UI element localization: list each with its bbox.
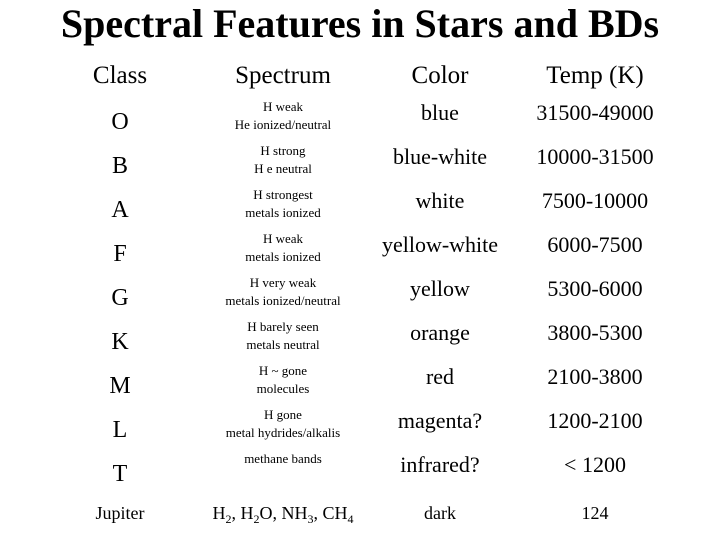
spectrum-line: H strongest: [253, 187, 313, 202]
color-cell: white: [415, 188, 465, 213]
table-row: [0, 230, 720, 274]
color-cell: red: [425, 364, 455, 389]
spectrum-cell: [200, 98, 366, 134]
spectrum-line: metals ionized: [245, 205, 321, 220]
temp-cell: 6000-7500: [547, 232, 643, 257]
formula-subscript: 2: [253, 512, 260, 526]
spectrum-cell: [200, 142, 366, 178]
spectrum-cell: [200, 406, 366, 442]
spectrum-line: H barely seen: [247, 319, 319, 334]
header-spectrum: Spectrum: [235, 62, 331, 89]
color-cell: yellow-white: [381, 232, 499, 257]
spectrum-cell: [200, 230, 366, 266]
spectrum-line: H very weak: [249, 275, 317, 290]
spectrum-cell: [200, 450, 366, 468]
spectrum-cell: [200, 362, 366, 398]
formula-part: O, NH: [259, 503, 308, 523]
class-cell: L: [112, 417, 128, 443]
temp-cell: 10000-31500: [536, 144, 654, 169]
spectrum-line: metals ionized: [245, 249, 321, 264]
spectrum-line: metal hydrides/alkalis: [225, 425, 341, 440]
jupiter-class-cell: Jupiter: [95, 503, 145, 523]
table-row: [0, 186, 720, 230]
temp-cell: 3800-5300: [547, 320, 643, 345]
formula-part: H: [212, 503, 226, 523]
header-class: Class: [92, 62, 148, 89]
formula-part: , H: [231, 503, 254, 523]
color-cell: blue: [421, 100, 459, 125]
spectrum-line: H strong: [260, 143, 306, 158]
jupiter-temp-cell: 124: [581, 503, 609, 523]
table-row: [0, 98, 720, 142]
jupiter-color-cell: dark: [424, 503, 456, 523]
class-cell: M: [109, 373, 131, 399]
spectrum-line: methane bands: [244, 451, 322, 466]
class-cell: F: [113, 241, 127, 267]
spectrum-cell: [200, 186, 366, 222]
class-cell: T: [112, 461, 128, 487]
color-cell: orange: [410, 320, 470, 345]
spectrum-line: H weak: [262, 231, 304, 246]
page-title: Spectral Features in Stars and BDs: [60, 1, 660, 46]
spectrum-line: H e neutral: [254, 161, 312, 176]
class-cell: A: [111, 197, 129, 223]
table-row: [0, 406, 720, 450]
table-row: [0, 318, 720, 362]
jupiter-row: [0, 500, 720, 530]
table-row: [0, 142, 720, 186]
temp-cell: 2100-3800: [547, 364, 643, 389]
spectrum-line: metals neutral: [246, 337, 320, 352]
temp-cell: 1200-2100: [547, 408, 643, 433]
header-temp: Temp (K): [546, 62, 644, 89]
spectrum-line: H gone: [264, 407, 302, 422]
table-row: [0, 274, 720, 318]
formula-subscript: 3: [307, 512, 314, 526]
color-cell: yellow: [410, 276, 470, 301]
class-cell: K: [111, 329, 129, 355]
temp-cell: 7500-10000: [541, 188, 649, 213]
color-cell: blue-white: [392, 144, 488, 169]
formula-part: , CH: [313, 503, 348, 523]
formula-subscript: 2: [225, 512, 232, 526]
temp-cell: 5300-6000: [547, 276, 643, 301]
spectrum-cell: [200, 318, 366, 354]
spectrum-line: H ~ gone: [258, 363, 308, 378]
class-cell: O: [111, 109, 129, 135]
class-cell: G: [111, 285, 129, 311]
class-cell: B: [111, 153, 128, 179]
header-color: Color: [411, 62, 469, 89]
jupiter-spectrum-cell: [190, 500, 376, 526]
color-cell: infrared?: [400, 452, 480, 477]
table-row: [0, 362, 720, 406]
spectrum-line: metals ionized/neutral: [225, 293, 341, 308]
formula-subscript: 4: [347, 512, 354, 526]
spectrum-line: molecules: [256, 381, 310, 396]
table-row: [0, 450, 720, 494]
temp-cell: < 1200: [564, 452, 626, 477]
spectrum-line: H weak: [262, 99, 304, 114]
spectrum-line: He ionized/neutral: [234, 117, 332, 132]
spectrum-cell: [200, 274, 366, 310]
color-cell: magenta?: [397, 408, 483, 433]
temp-cell: 31500-49000: [536, 100, 654, 125]
